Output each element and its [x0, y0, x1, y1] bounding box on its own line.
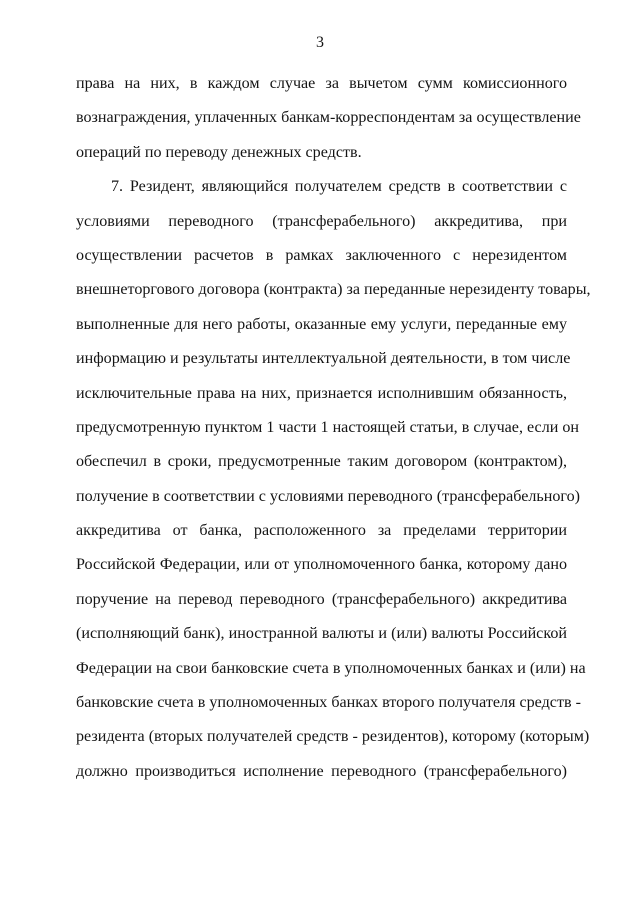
- paragraph-item-7: [76, 170, 591, 789]
- text-line: Федерации на свои банковские счета в уполномоченных банках и (или) на: [76, 659, 586, 677]
- text-line: 7. Резидент, являющийся получателем средств в соответствии с: [111, 178, 567, 196]
- text-line: (исполняющий банк), иностранной валюты и (или) валюты Российской: [76, 625, 567, 643]
- text-line: банковские счета в уполномоченных банках второго получателя средств -: [76, 694, 581, 712]
- text-line: получение в соответствии с условиями переводного (трансферабельного): [76, 487, 580, 505]
- text-line: выполненные для него работы, оказанные ему услуги, переданные ему: [76, 315, 567, 333]
- text-line: осуществлении расчетов в рамках заключенного с нерезидентом: [76, 246, 567, 264]
- text-line: условиями переводного (трансферабельного) аккредитива, при: [76, 212, 567, 230]
- page-number: 3: [316, 34, 324, 51]
- text-line: должно производиться исполнение переводного (трансферабельного): [76, 762, 567, 780]
- text-line: обеспечил в сроки, предусмотренные таким договором (контрактом),: [76, 453, 567, 471]
- text-line: вознаграждения, уплаченных банкам-корреспондентам за осуществление: [76, 109, 581, 127]
- text-line: исключительные права на них, признается исполнившим обязанность,: [76, 384, 567, 402]
- text-line: Российской Федерации, или от уполномоченного банка, которому дано: [76, 556, 567, 574]
- text-line: информацию и результаты интеллектуальной деятельности, в том числе: [76, 350, 571, 368]
- text-line: поручение на перевод переводного (трансферабельного) аккредитива: [76, 590, 567, 608]
- paragraph-continuation: [76, 67, 581, 170]
- text-line: права на них, в каждом случае за вычетом сумм комиссионного: [76, 75, 567, 92]
- text-line: резидента (вторых получателей средств - резидентов), которому (которым): [76, 728, 590, 746]
- text-line: операций по переводу денежных средств.: [76, 143, 362, 161]
- text-line: внешнеторгового договора (контракта) за переданные нерезиденту товары,: [76, 281, 591, 299]
- text-line: предусмотренную пунктом 1 части 1 настоящей статьи, в случае, если он: [76, 418, 580, 436]
- body-text: [76, 67, 591, 789]
- text-line: аккредитива от банка, расположенного за пределами территории: [76, 522, 567, 540]
